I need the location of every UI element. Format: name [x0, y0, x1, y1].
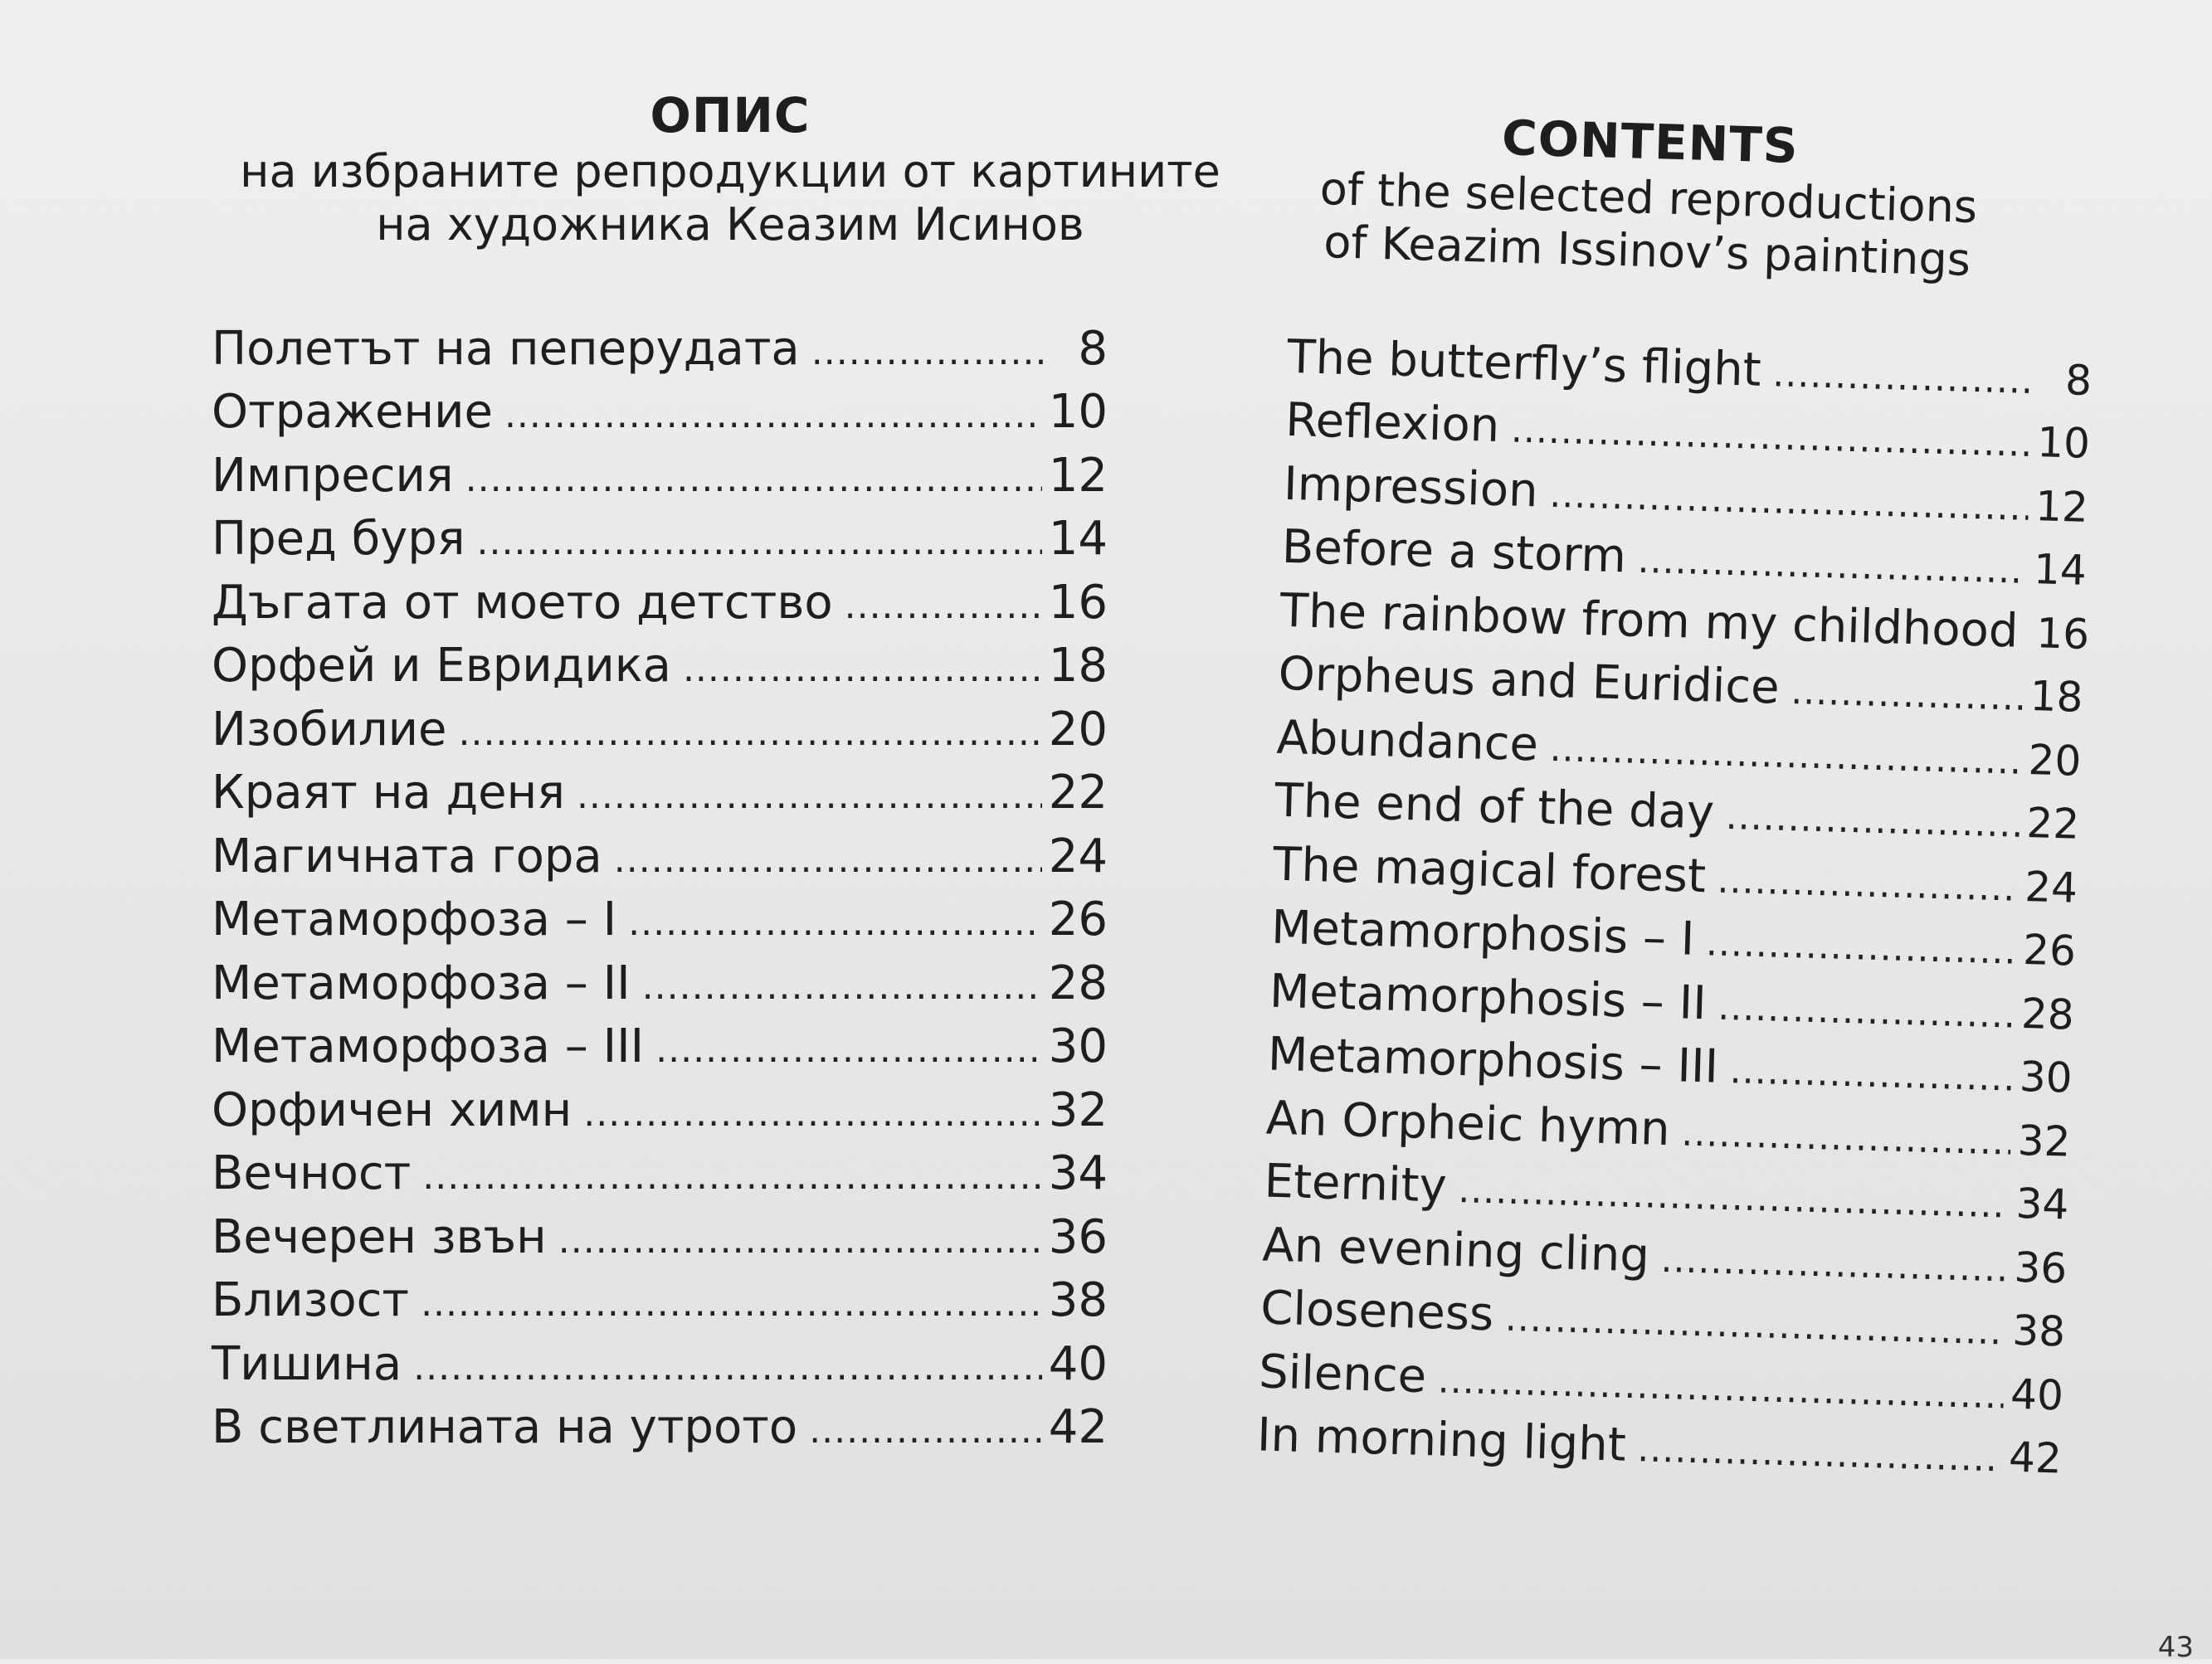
dot-leader — [614, 829, 1042, 893]
dot-leader — [809, 1399, 1042, 1463]
bulgarian-entry-list — [212, 318, 1257, 1460]
dot-leader — [422, 1146, 1041, 1209]
entry-title: Вечерен звън — [212, 1209, 547, 1264]
entry-page-number: 38 — [2011, 1306, 2066, 1356]
entry-page-number: 22 — [2025, 799, 2080, 849]
entry-title: Silence — [1258, 1345, 1427, 1404]
toc-entry — [212, 445, 1108, 508]
dot-leader — [558, 1209, 1042, 1273]
english-subtitle-line-1: of the selected reproductions — [1319, 163, 1978, 234]
entry-title: Близост — [212, 1273, 410, 1328]
toc-entry — [212, 888, 1108, 952]
entry-title: Closeness — [1259, 1281, 1495, 1342]
entry-title: An evening cling — [1261, 1218, 1650, 1283]
entry-page-number: 24 — [2024, 862, 2078, 912]
toc-entry — [212, 1333, 1108, 1397]
toc-entry — [212, 1079, 1108, 1143]
dot-leader — [421, 1272, 1042, 1336]
entry-title: Краят на деня — [212, 766, 565, 820]
dot-leader — [1680, 1102, 2011, 1175]
toc-entry — [212, 952, 1108, 1016]
entry-page-number: 18 — [1048, 639, 1108, 693]
entry-page-number: 26 — [2022, 926, 2077, 976]
entry-page-number: 10 — [2036, 418, 2091, 469]
toc-entry — [212, 1015, 1108, 1079]
toc-entry — [212, 761, 1108, 825]
entry-page-number: 32 — [1048, 1083, 1108, 1137]
bulgarian-title: ОПИС — [650, 87, 811, 144]
entry-page-number: 30 — [1048, 1019, 1108, 1074]
entry-page-number: 24 — [1048, 829, 1108, 883]
entry-title: The end of the day — [1274, 774, 1715, 840]
entry-page-number: 16 — [2035, 609, 2090, 659]
entry-title: Abundance — [1275, 710, 1539, 772]
entry-title: Before a storm — [1281, 520, 1627, 584]
toc-entry — [212, 381, 1108, 445]
entry-title: In morning light — [1256, 1408, 1627, 1473]
bulgarian-contents — [212, 87, 1257, 1460]
entry-page-number: 36 — [1048, 1209, 1108, 1264]
entry-title: В светлината на утрото — [212, 1400, 798, 1455]
entry-title: Орфей и Евридика — [212, 639, 671, 693]
toc-entry — [212, 1206, 1108, 1270]
toc-entry — [212, 508, 1108, 572]
entry-page-number: 36 — [2013, 1243, 2068, 1293]
entry-title: Метаморфоза – I — [212, 893, 617, 947]
entry-title: Impression — [1283, 456, 1539, 518]
entry-title: Орфичен химн — [212, 1083, 572, 1137]
entry-title: Пред буря — [212, 512, 465, 567]
entry-title: Reflexion — [1284, 393, 1501, 454]
entry-page-number: 40 — [2010, 1370, 2064, 1420]
entry-page-number: 8 — [1078, 321, 1108, 376]
entry-title: Полетът на пеперудата — [212, 321, 800, 376]
dot-leader — [577, 765, 1042, 829]
entry-page-number: 32 — [2017, 1116, 2072, 1166]
entry-title: The magical forest — [1272, 837, 1707, 904]
dot-leader — [1771, 343, 2034, 413]
dot-leader — [683, 638, 1042, 702]
dot-leader — [655, 1019, 1042, 1083]
bulgarian-subtitle-line-1: на избраните репродукции от картините — [240, 145, 1220, 198]
entry-page-number: 16 — [1048, 575, 1108, 630]
dot-leader — [2029, 604, 2030, 667]
dot-leader — [1717, 976, 2015, 1048]
page-number: 43 — [2157, 1631, 2194, 1664]
dot-leader — [642, 956, 1042, 1019]
dot-leader — [1660, 1229, 2009, 1302]
entry-title: Metamorphosis – II — [1269, 964, 1708, 1031]
entry-title: Дъгата от моето детство — [212, 575, 833, 630]
bulgarian-heading — [203, 87, 1257, 251]
entry-page-number: 12 — [1048, 448, 1108, 503]
toc-entry — [212, 1269, 1108, 1333]
entry-title: Магичната гора — [212, 829, 602, 883]
entry-page-number: 22 — [1048, 766, 1108, 820]
english-subtitle-line-2: of Keazim Issinov’s paintings — [1323, 216, 1971, 286]
dot-leader — [583, 1083, 1041, 1146]
entry-page-number: 34 — [2015, 1180, 2070, 1229]
entry-page-number: 30 — [2019, 1053, 2073, 1102]
entry-title: Отражение — [212, 385, 493, 440]
entry-title: Вечност — [212, 1146, 412, 1201]
entry-page-number: 10 — [1048, 385, 1108, 440]
dot-leader — [1636, 1418, 2003, 1492]
entry-page-number: 8 — [2064, 355, 2093, 405]
entry-title: Метаморфоза – II — [212, 956, 631, 1010]
dot-leader — [465, 448, 1042, 512]
entry-title: An Orpheic hymn — [1264, 1091, 1671, 1156]
entry-title: Metamorphosis – III — [1267, 1027, 1719, 1095]
entry-page-number: 26 — [1048, 893, 1108, 947]
entry-page-number: 18 — [2029, 672, 2084, 723]
dot-leader — [1790, 660, 2024, 730]
entry-title: Eternity — [1263, 1154, 1448, 1214]
entry-page-number: 28 — [1048, 956, 1108, 1010]
entry-page-number: 14 — [1048, 512, 1108, 567]
entry-page-number: 14 — [2033, 545, 2088, 596]
entry-page-number: 38 — [1048, 1273, 1108, 1328]
entry-title: The butterfly’s flight — [1286, 329, 1762, 397]
entry-title: Metamorphosis – I — [1270, 901, 1696, 967]
english-heading — [1232, 102, 2066, 289]
toc-entry — [212, 318, 1108, 382]
entry-page-number: 40 — [1048, 1336, 1108, 1391]
english-title: CONTENTS — [1501, 109, 1800, 174]
dot-leader — [477, 511, 1042, 575]
entry-page-number: 12 — [2034, 482, 2089, 532]
entry-page-number: 20 — [1048, 702, 1108, 757]
toc-entry — [212, 635, 1108, 698]
entry-page-number: 28 — [2020, 989, 2075, 1039]
entry-page-number: 20 — [2027, 735, 2083, 786]
entry-page-number: 42 — [1048, 1400, 1108, 1455]
entry-page-number: 34 — [1048, 1146, 1108, 1201]
dot-leader — [845, 575, 1042, 639]
dot-leader — [504, 384, 1042, 448]
dot-leader — [1729, 1040, 2014, 1112]
dot-leader — [459, 702, 1042, 766]
entry-title: Тишина — [212, 1336, 402, 1391]
dot-leader — [1705, 912, 2017, 985]
dot-leader — [811, 321, 1050, 385]
entry-title: The rainbow from my childhood — [1279, 583, 2020, 659]
english-contents — [1256, 104, 2124, 1491]
entry-title: Изобилие — [212, 702, 447, 757]
dot-leader — [413, 1336, 1042, 1400]
toc-entry — [212, 698, 1108, 762]
toc-entry — [212, 1142, 1108, 1206]
entry-page-number: 42 — [2008, 1433, 2063, 1483]
english-entry-list — [1256, 326, 2117, 1491]
dot-leader — [1725, 786, 2021, 857]
toc-entry — [212, 825, 1108, 889]
entry-title: Orpheus and Euridice — [1277, 647, 1781, 715]
dot-leader — [628, 892, 1042, 956]
toc-entry — [212, 1396, 1108, 1460]
toc-entry — [212, 572, 1108, 635]
dot-leader — [1717, 849, 2020, 921]
entry-title: Метаморфоза – III — [212, 1019, 645, 1074]
bulgarian-subtitle-line-2: на художника Кеазим Исинов — [376, 198, 1084, 251]
entry-title: Импресия — [212, 448, 454, 503]
